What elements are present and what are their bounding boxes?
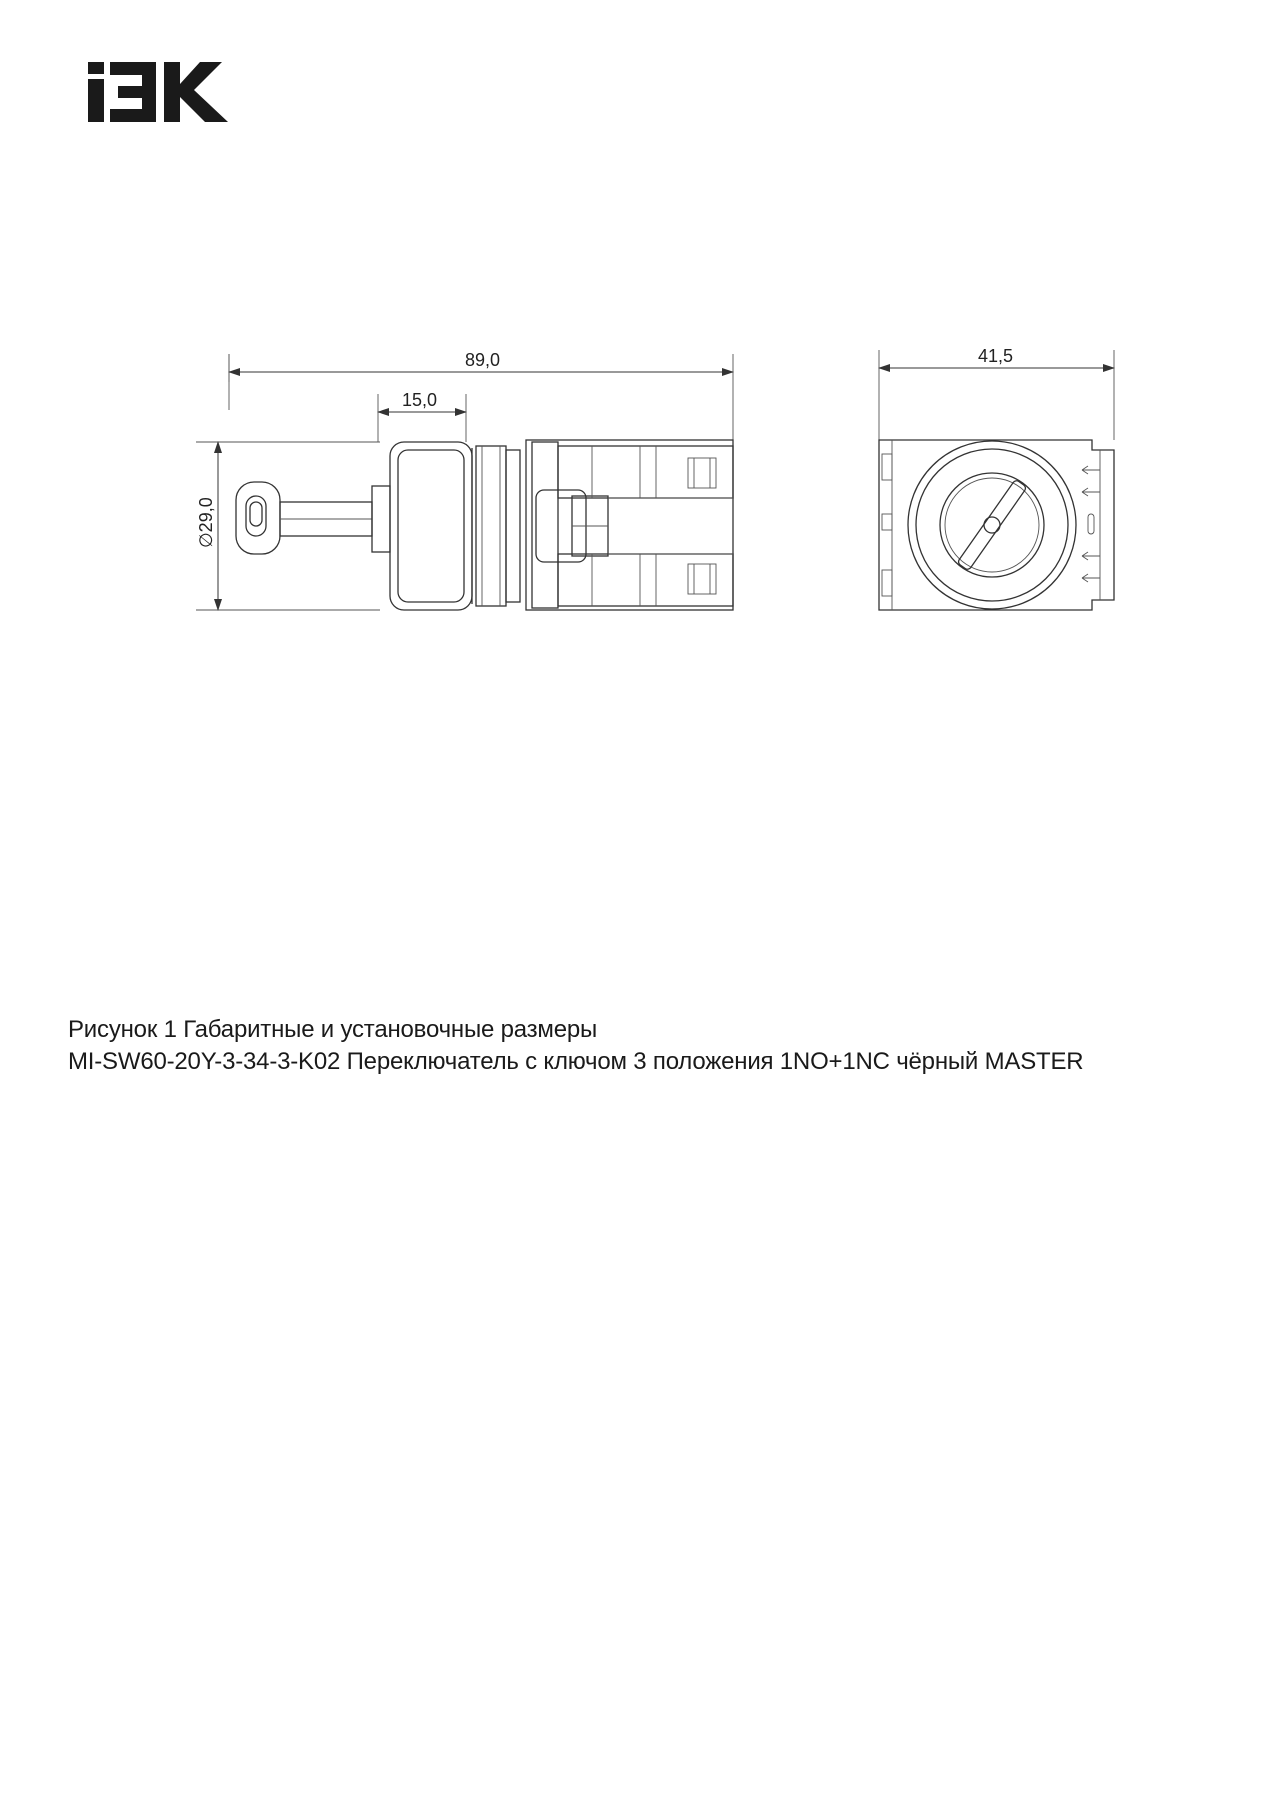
caption-title: Рисунок 1 Габаритные и установочные размеры <box>68 1016 598 1043</box>
dim-width: 41,5 <box>978 346 1014 366</box>
dim-front-part: 15,0 <box>402 390 438 410</box>
dim-diameter: ∅29,0 <box>196 497 216 548</box>
dim-total-length: 89,0 <box>465 350 501 370</box>
figure-caption <box>68 1014 1218 1078</box>
dimension-drawing <box>180 330 1140 630</box>
caption-product: MI-SW60-20Y-3-34-3-K02 Переключатель с ключом 3 положения 1NO+1NC чёрный MASTER <box>68 1048 1084 1075</box>
front-view <box>879 346 1114 610</box>
iek-logo <box>88 62 232 122</box>
side-view <box>196 350 733 610</box>
